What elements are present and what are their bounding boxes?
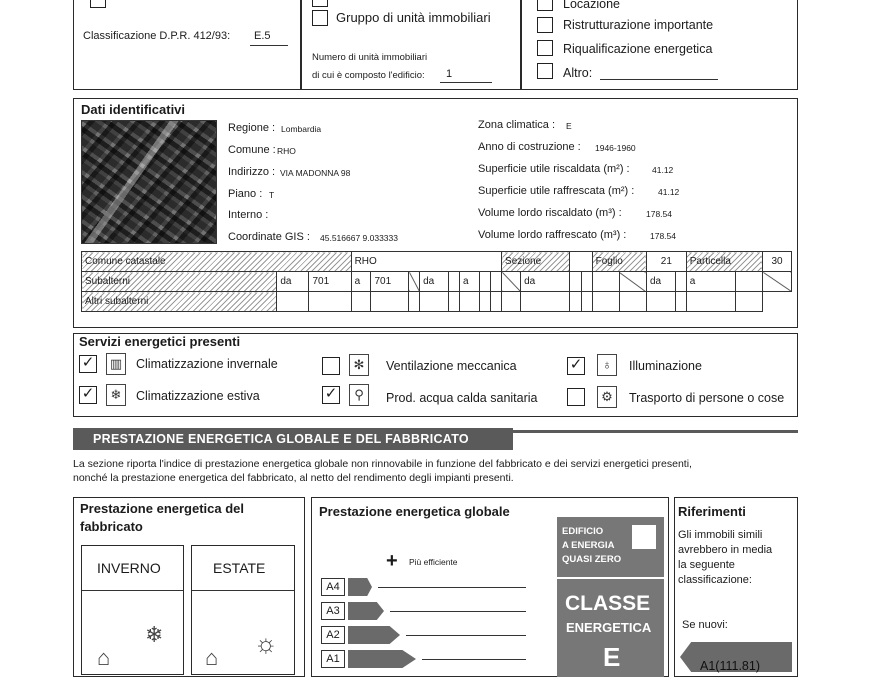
edificio-line-1: EDIFICIO (562, 526, 604, 537)
climatizzazione-invernale-checkbox[interactable]: ✓ (79, 355, 97, 373)
vol-risc-label: Volume lordo riscaldato (m³) : (478, 207, 622, 219)
sup-raff-value: 41.12 (658, 187, 680, 197)
dati-title: Dati identificativi (81, 102, 186, 117)
snowflake-icon: ❄ (145, 622, 164, 647)
vol-raff-label: Volume lordo raffrescato (m³) : (478, 229, 627, 241)
class-a1-label: A1 (321, 650, 345, 668)
locazione-label: Locazione (563, 0, 620, 11)
illuminazione-label: Illuminazione (629, 359, 702, 373)
air-conditioner-icon: ❄ (106, 384, 126, 406)
class-a4-arrow (348, 578, 372, 596)
ventilazione-label: Ventilazione meccanica (386, 359, 517, 373)
coordinate-label: Coordinate GIS : (228, 231, 310, 243)
class-a2-arrow (348, 626, 400, 644)
prestazione-desc-1: La sezione riporta l'indice di prestazione energetica globale non rinnovabile in funzione del fabbricato e dei servizi energetici presenti, (73, 458, 692, 470)
globale-title: Prestazione energetica globale (319, 504, 510, 519)
comune-catastale-label: Comune catastale (82, 252, 352, 272)
riqualificazione-label: Riqualificazione energetica (563, 42, 713, 56)
sun-icon: ☼ (254, 628, 278, 658)
coordinate-value: 45.516667 9.033333 (320, 233, 398, 243)
gruppo-checkbox[interactable] (312, 10, 328, 26)
class-a4-label: A4 (321, 578, 345, 596)
rif-class-value: A1(111.81) (700, 659, 760, 673)
piu-efficiente-label: Più efficiente (409, 557, 458, 567)
sezione-label: Sezione (502, 252, 570, 272)
anno-label: Anno di costruzione : (478, 141, 581, 153)
altri-subalterni-label: Altri subalterni (82, 292, 277, 312)
estate-label: ESTATE (213, 560, 266, 576)
edificio-line-2: A ENERGIA (562, 540, 615, 551)
vol-risc-value: 178.54 (646, 209, 672, 219)
acqua-calda-checkbox[interactable]: ✓ (322, 386, 340, 404)
sup-risc-label: Superficie utile riscaldata (m²) : (478, 163, 630, 175)
faucet-icon: ⚲ (349, 384, 369, 406)
indirizzo-label: Indirizzo : (228, 166, 276, 178)
fabbricato-title-1: Prestazione energetica del (80, 501, 245, 516)
fan-icon: ✻ (349, 354, 369, 376)
ristrutturazione-checkbox[interactable] (537, 17, 553, 33)
classificazione-value: E.5 (254, 30, 271, 42)
sup-raff-label: Superficie utile raffrescata (m²) : (478, 185, 635, 197)
edificio-line-3: QUASI ZERO (562, 554, 622, 565)
class-a2-label: A2 (321, 626, 345, 644)
anno-value: 1946-1960 (595, 143, 636, 153)
plus-icon: + (386, 550, 398, 572)
comune-catastale-value: RHO (351, 252, 501, 272)
light-bulb-icon: ♁ (597, 354, 617, 376)
top-left-checkbox[interactable] (90, 0, 106, 8)
fabbricato-title-2: fabbricato (80, 519, 143, 534)
comune-label: Comune : (228, 144, 276, 156)
climatizzazione-invernale-label: Climatizzazione invernale (136, 357, 278, 371)
comune-value: RHO (277, 146, 296, 156)
catasto-table (81, 251, 792, 312)
energetica-label: ENERGETICA (566, 620, 652, 635)
piano-value: T (269, 190, 275, 200)
prestazione-desc-2: nonché la prestazione energetica del fabbricato, al netto del rendimento degli impianti presenti. (73, 472, 514, 484)
classe-label: CLASSE (565, 592, 651, 615)
climatizzazione-estiva-label: Climatizzazione estiva (136, 389, 260, 403)
altro-label: Altro: (563, 66, 593, 80)
class-a3-label: A3 (321, 602, 345, 620)
particella-label: Particella (686, 252, 762, 272)
altro-checkbox[interactable] (537, 63, 553, 79)
subalterni-label: Subalterni (82, 272, 277, 292)
se-nuovi-label: Se nuovi: (682, 619, 728, 631)
nzeb-checkbox[interactable] (632, 525, 656, 549)
classificazione-label: Classificazione D.P.R. 412/93: (83, 30, 231, 42)
regione-value: Lombardia (281, 124, 322, 134)
zona-value: E (566, 121, 572, 131)
class-a1-arrow (348, 650, 416, 668)
gruppo-label: Gruppo di unità immobiliari (336, 10, 491, 25)
riqualificazione-checkbox[interactable] (537, 40, 553, 56)
foglio-value: 21 (646, 252, 686, 272)
numero-label-2: di cui è composto l'edificio: (312, 70, 425, 81)
rif-line-4: classificazione: (678, 574, 752, 586)
aerial-photo (81, 120, 217, 244)
trasporto-checkbox[interactable] (567, 388, 585, 406)
particella-value: 30 (763, 252, 792, 272)
rif-line-1: Gli immobili simili (678, 529, 763, 541)
house-winter-icon: ⌂ (97, 645, 111, 670)
table-row: Subalterni da 701 a 701 da a da da a (82, 272, 792, 292)
elevator-gear-icon: ⚙ (597, 386, 617, 408)
locazione-checkbox[interactable] (537, 0, 553, 11)
numero-value: 1 (446, 68, 453, 80)
classe-value: E (603, 642, 621, 672)
trasporto-label: Trasporto di persone o cose (629, 391, 785, 405)
prestazione-banner: PRESTAZIONE ENERGETICA GLOBALE E DEL FABBRICATO (73, 428, 513, 450)
foglio-label: Foglio (592, 252, 646, 272)
table-row (82, 252, 792, 272)
zona-label: Zona climatica : (478, 119, 556, 131)
riferimenti-title: Riferimenti (678, 504, 746, 519)
acqua-calda-label: Prod. acqua calda sanitaria (386, 391, 538, 405)
piano-label: Piano : (228, 188, 263, 200)
indirizzo-value: VIA MADONNA 98 (280, 168, 351, 178)
vol-raff-value: 178.54 (650, 231, 676, 241)
ristrutturazione-label: Ristrutturazione importante (563, 18, 714, 32)
numero-label-1: Numero di unità immobiliari (312, 52, 428, 63)
regione-label: Regione : (228, 122, 276, 134)
servizi-title: Servizi energetici presenti (79, 334, 241, 349)
sup-risc-value: 41.12 (652, 165, 674, 175)
house-summer-icon: ⌂ (205, 645, 219, 670)
rif-line-2: avrebbero in media (678, 544, 773, 556)
illuminazione-checkbox[interactable]: ✓ (567, 357, 585, 375)
ventilazione-checkbox[interactable] (322, 357, 340, 375)
rif-line-3: la seguente (678, 559, 735, 571)
climatizzazione-estiva-checkbox[interactable]: ✓ (79, 386, 97, 404)
interno-label: Interno : (228, 209, 269, 221)
banner-rule (513, 430, 798, 433)
radiator-icon: ▥ (106, 353, 126, 375)
inverno-label: INVERNO (97, 560, 161, 576)
unita-checkbox[interactable] (312, 0, 328, 7)
table-row (82, 292, 792, 312)
class-a3-arrow (348, 602, 384, 620)
